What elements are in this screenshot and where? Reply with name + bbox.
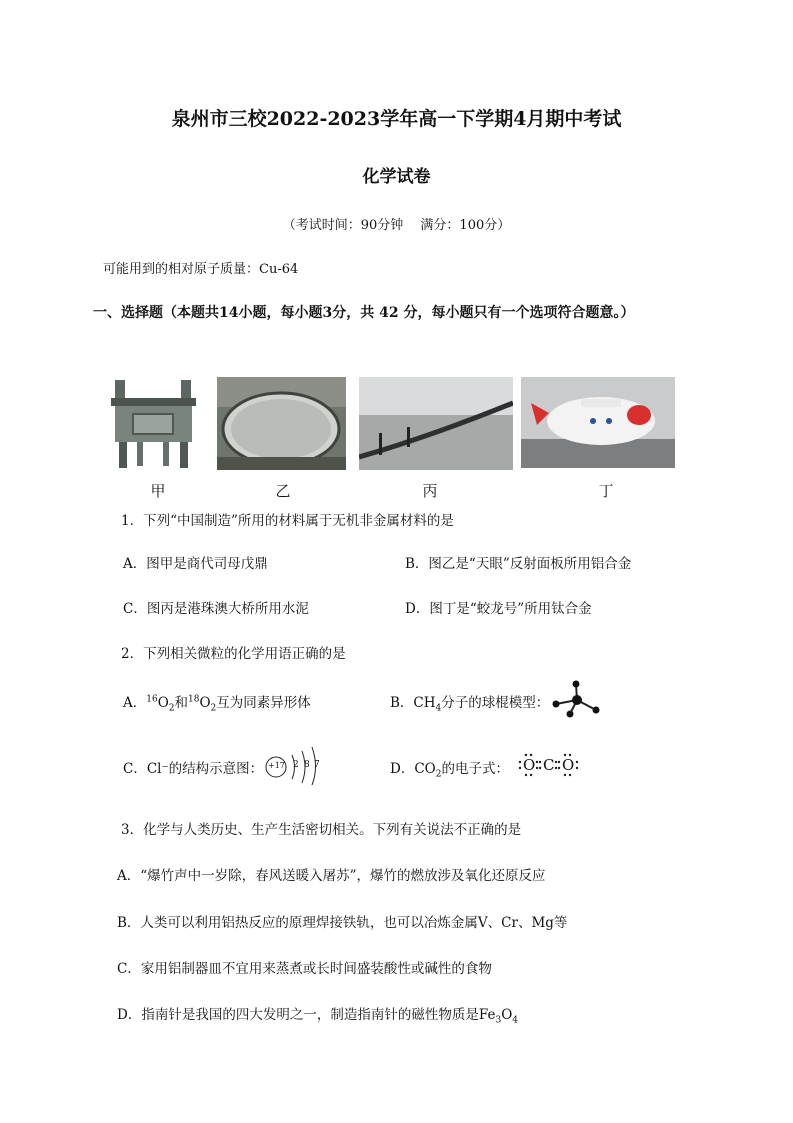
paper-subtitle: 化学试卷	[362, 167, 431, 187]
q1-option-b: B．图乙是“天眼”反射面板所用铝合金	[405, 556, 632, 572]
q2-d-prefix: D．	[390, 761, 415, 777]
q2-b-sub: 4	[435, 703, 442, 714]
caption-yi: 乙	[275, 482, 291, 500]
exam-info: （考试时间：90分钟 满分：100分）	[282, 218, 511, 233]
caption-ding: 丁	[598, 482, 614, 500]
q2-a-o2: O	[199, 695, 211, 711]
q2-option-b	[390, 691, 549, 714]
q1-stem: 1．下列“中国制造”所用的材料属于无机非金属材料的是	[121, 513, 454, 529]
submersible-image	[521, 377, 675, 468]
q3-stem: 3．化学与人类历史、生产生活密切相关。下列有关说法不正确的是	[121, 822, 522, 838]
q2-stem: 2．下列相关微粒的化学用语正确的是	[121, 646, 346, 662]
q2-a-suffix: 互为同素异形体	[216, 695, 311, 711]
q2-b-prefix: B．CH	[390, 695, 436, 711]
q1-option-c: C．图丙是港珠澳大桥所用水泥	[123, 601, 309, 617]
section-heading: 一、选择题（本题共14小题，每小题3分，共 42 分，每小题只有一个选项符合题意。）	[93, 305, 635, 321]
co2-electron-formula	[514, 752, 584, 778]
q3-option-d	[117, 1003, 518, 1026]
shell-3-electrons: 7	[314, 760, 320, 770]
q1-option-a: A．图甲是商代司母戊鼎	[123, 556, 268, 572]
q3-option-a: A．“爆竹声中一岁除，春风送暖入屠苏”，爆竹的燃放涉及氧化还原反应	[117, 868, 546, 884]
q2-d-suffix: 的电子式：	[441, 761, 509, 777]
fast-telescope-image	[217, 377, 346, 470]
q2-option-c: C．Cl⁻的结构示意图：	[123, 761, 264, 777]
q3-d-sub1: 3	[495, 1015, 502, 1026]
q2-a-and: 和	[174, 695, 189, 711]
bridge-image	[359, 377, 513, 470]
q3-option-b: B．人类可以利用铝热反应的原理焊接铁轨，也可以冶炼金属V、Cr、Mg等	[117, 915, 568, 931]
exam-title: 泉州市三校2022-2023学年高一下学期4月期中考试	[171, 108, 622, 130]
q3-d-text: D．指南针是我国的四大发明之一，制造指南针的磁性物质是Fe	[117, 1007, 496, 1023]
q2-a-label: A．	[123, 695, 147, 711]
q2-option-a	[123, 691, 311, 714]
q2-d-sub: 2	[435, 769, 442, 780]
q3-option-c: C．家用铝制器皿不宜用来蒸煮或长时间盛装酸性或碱性的食物	[117, 961, 492, 977]
ch4-ball-stick-model	[548, 680, 606, 720]
q3-d-o: O	[501, 1007, 513, 1023]
q2-a-mass2: 18	[188, 694, 200, 705]
nucleus-charge: +17	[268, 761, 285, 770]
shell-1-electrons: 2	[293, 760, 299, 770]
cl-ion-structure-diagram	[264, 745, 324, 785]
atomic-mass-note: 可能用到的相对原子质量：Cu-64	[103, 262, 299, 277]
caption-jia: 甲	[150, 482, 166, 500]
co2-atom-o2: O	[562, 756, 575, 774]
q2-b-suffix: 分子的球棍模型：	[441, 695, 550, 711]
ding-vessel-image	[105, 376, 202, 470]
q2-option-d	[390, 757, 509, 780]
q2-a-sub2: 2	[210, 703, 217, 714]
q2-a-o1: O	[157, 695, 169, 711]
q2-a-mass1: 16	[146, 694, 158, 705]
co2-atom-o1: O	[523, 756, 536, 774]
caption-bing: 丙	[422, 482, 438, 500]
q2-a-sub1: 2	[168, 703, 175, 714]
q1-option-d: D．图丁是“蛟龙号”所用钛合金	[405, 601, 592, 617]
q3-d-sub2: 4	[512, 1015, 518, 1026]
shell-2-electrons: 8	[304, 760, 310, 770]
co2-atom-c: C	[543, 756, 555, 774]
q2-d-co: CO	[414, 761, 436, 777]
